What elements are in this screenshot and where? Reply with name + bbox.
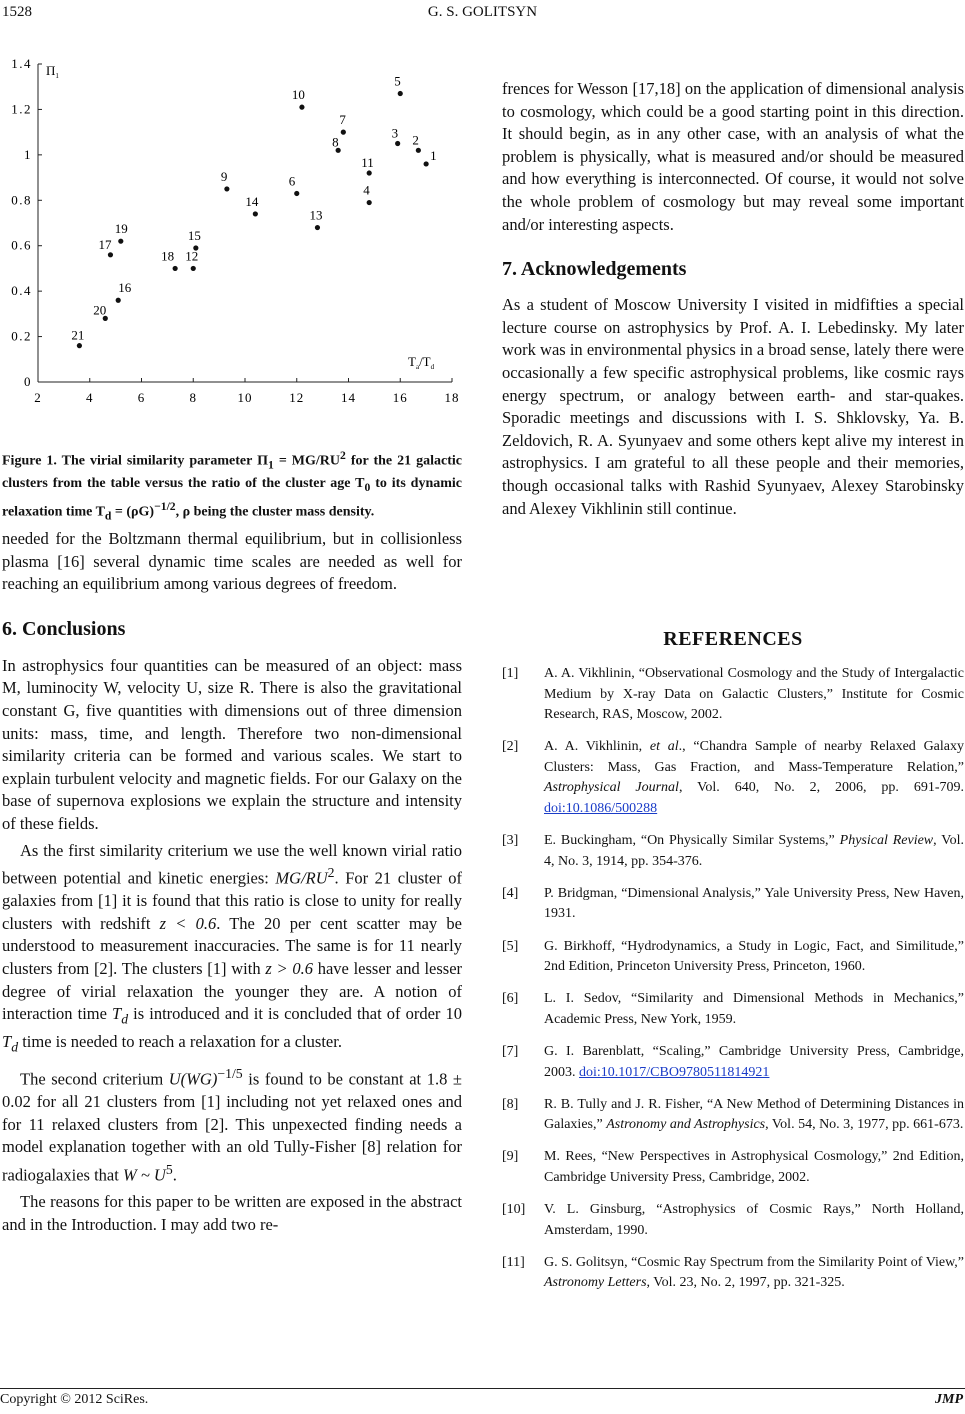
x-tick-label: 16 bbox=[392, 390, 408, 405]
data-point bbox=[367, 200, 372, 205]
point-label: 8 bbox=[332, 134, 339, 150]
reference-item: [8] R. B. Tully and J. R. Fisher, “A New Method of Determining Distances in Galaxies,” Astronomy and Astrophysics, Vol. 54, No. 3, 1977, pp. 661-673. bbox=[502, 1096, 964, 1133]
point-label: 14 bbox=[245, 193, 259, 209]
figure-caption: Figure 1. The virial similarity parameter $\Pi_1 = MG/RU^2$ for the 21 galactic clusters from the table versus the ratio of the cluster age $T_0$ to its dynamic relaxation time $T_d = (\rho G)^{-1/2}$, ρ being the cluster mass density. bbox=[2, 449, 462, 523]
point-label: 16 bbox=[118, 280, 132, 296]
reference-item: [3] E. Buckingham, “On Physically Similar Systems,” Physical Review, Vol. 4, No. 3, 1914, pp. 354-376. bbox=[502, 833, 964, 869]
running-author: G. S. GOLITSYN bbox=[427, 4, 538, 20]
y-axis-label: $\Pi_1$ bbox=[46, 63, 59, 80]
x-tick-label: 4 bbox=[86, 390, 94, 405]
y-tick-label: 1.2 bbox=[11, 101, 32, 117]
point-label: 21 bbox=[71, 327, 85, 343]
data-point bbox=[116, 298, 121, 303]
point-label: 12 bbox=[185, 248, 199, 264]
reference-number: [3] bbox=[502, 833, 519, 849]
data-point bbox=[341, 130, 346, 135]
x-tick-label: 12 bbox=[289, 390, 305, 405]
reference-item: [1] A. A. Vikhlinin, “Observational Cosmology and the Study of Intergalactic Medium by X-ray Data on Galactic Clusters,” Institute for Cosmic Research, RAS, Moscow, 2002. bbox=[502, 666, 964, 723]
doi-link[interactable]: doi:10.1017/CBO9780511814921 bbox=[579, 1064, 770, 1080]
left-intro-paragraph: needed for the Boltzmann thermal equilibrium, but in collisionless plasma [16] several dynamic time scales are needed as well for reaching an equilibrium among various degrees of freedom. bbox=[2, 529, 462, 594]
point-label: 18 bbox=[161, 248, 175, 264]
reference-number: [9] bbox=[502, 1149, 519, 1165]
reference-number: [7] bbox=[502, 1043, 519, 1059]
data-point bbox=[294, 191, 299, 196]
data-point bbox=[191, 266, 196, 271]
y-tick-label: 0.6 bbox=[11, 237, 32, 253]
x-tick-label: 2 bbox=[34, 390, 42, 405]
data-point bbox=[173, 266, 178, 271]
conclusions-paragraph-2: As the first similarity criterium we use the well known virial ratio between potential and kinetic energies: $MG/RU^2$. For 21 cluster of galaxies from [1] it is found that this ratio is close to unity for really clusters with redshift z < 0.6. The 20 per cent scatter may be understood to measurement inaccuracies. The same is for 11 nearly clusters from [2]. The clusters [1] with z > 0.6 have lesser and lesser degree of virial relaxation the younger they are. A notion of interaction time $T_d$ is introduced and it is concluded that of order 10 $T_d$ time is needed to reach a relaxation for a cluster. bbox=[2, 840, 463, 1055]
data-point bbox=[315, 225, 320, 230]
footer-rule bbox=[0, 1388, 965, 1389]
right-intro-paragraph: frences for Wesson [17,18] on the application of dimensional analysis to cosmology, which could be a good starting point in this direction. It should begin, as in any other case, with an analysis of what the problem is physically, what is measured and/or should be measured and how everything is interconnected. Of course, it would not solve the whole problem of cosmology but may reveal some important and/or interesting aspects. bbox=[502, 79, 964, 234]
x-tick-label: 8 bbox=[189, 390, 197, 405]
y-tick-label: 1.4 bbox=[11, 56, 32, 71]
point-label: 7 bbox=[339, 112, 346, 128]
point-label: 11 bbox=[361, 155, 374, 171]
point-label: 9 bbox=[220, 168, 228, 184]
reference-item: [10] V. L. Ginsburg, “Astrophysics of Cosmic Rays,” North Holland, Amsterdam, 1990. bbox=[502, 1201, 964, 1238]
y-tick-label: 1 bbox=[24, 146, 32, 162]
conclusions-paragraph-3: The second criterium U(WG)$^{-1/5}$ is found to be constant at 1.8 ± 0.02 for all 21 clusters from [1] including not yet relaxed ones and for 11 relaxed clusters from [2]. This unpexected finding needs a model explanation together with an old Tully-Fisher [8] relation for radiogalaxies that W ~ $U^5$. bbox=[2, 1065, 462, 1185]
point-label: 19 bbox=[114, 221, 128, 237]
data-point bbox=[424, 161, 429, 166]
data-point bbox=[299, 105, 304, 110]
point-label: 6 bbox=[288, 173, 296, 189]
reference-item: [5] G. Birkhoff, “Hydrodynamics, a Study in Logic, Fact, and Similitude,” 2nd Edition, Princeton University Press, Princeton, 1960. bbox=[502, 938, 964, 975]
point-label: 1 bbox=[430, 147, 437, 163]
reference-item: [6] L. I. Sedov, “Similarity and Dimensional Methods in Mechanics,” Academic Press, New York, 1959. bbox=[502, 991, 964, 1027]
reference-item: [2] A. A. Vikhlinin, et al., “Chandra Sample of nearby Relaxed Galaxy Clusters: Mass, Gas Fraction, and Mass-Temperature Relation,” Astrophysical Journal, Vol. 640, No. 2, 2006, pp. 691-709. doi:10.1086/500288 bbox=[502, 739, 964, 817]
point-label: 17 bbox=[98, 236, 112, 252]
reference-number: [5] bbox=[502, 938, 519, 954]
data-point bbox=[395, 141, 400, 146]
reference-number: [2] bbox=[502, 739, 519, 755]
y-tick-label: 0.4 bbox=[11, 283, 32, 299]
acknowledgements-paragraph: As a student of Moscow University I visited in midfifties a special lecture course on astrophysics by Prof. A. I. Lebedinsky. My later work was in environmental physics in a broad sense, lately there were occasionally a few specific astrophysical problems, like cosmic rays energy spectrum, or analogy between earth- and star-quakes. Sporadic meetings and discussions with I. S. Shklovsky, Ya. B. Zeldovich, R. A. Syunyaev and some others kept alive my interest in astrophysics. I am grateful to all these people and their memories, though occasional talks with Rashid Syunyaev, Alexey Starobinsky and Alexey Vikhlinin still continue. bbox=[502, 295, 964, 518]
reference-number: [11] bbox=[502, 1254, 525, 1270]
reference-number: [10] bbox=[502, 1201, 526, 1217]
x-tick-label: 6 bbox=[137, 390, 146, 405]
conclusions-heading: 6. Conclusions bbox=[2, 617, 126, 640]
data-point bbox=[398, 91, 403, 96]
point-label: 3 bbox=[391, 125, 399, 141]
conclusions-paragraph-1: In astrophysics four quantities can be measured of an object: mass M, luminocity W, velocity U, size R. There is also the gravitational constant G, five quantities with dimensions out of three dimension units: mass, time, and length. Therefore two non-dimensional similarity criteria can be formed and various scales. We start to explain turbulent velocity and magnetic fields. For our Galaxy on the base of supernova explosions we explain the structure and intensity of these fields. bbox=[2, 655, 462, 833]
point-label: 2 bbox=[412, 132, 419, 148]
page-number: 1528 bbox=[2, 4, 32, 20]
point-label: 15 bbox=[187, 227, 201, 243]
data-point bbox=[416, 148, 421, 153]
x-tick-label: 10 bbox=[237, 390, 253, 405]
x-axis-label: $T_a/T_d$ bbox=[408, 354, 435, 371]
point-label: 4 bbox=[363, 182, 370, 198]
data-point bbox=[108, 252, 113, 257]
copyright-text: Copyright © 2012 SciRes. bbox=[0, 1392, 149, 1407]
journal-abbrev: JMP bbox=[935, 1392, 963, 1407]
y-tick-label: 0.8 bbox=[11, 192, 32, 208]
reference-list bbox=[502, 664, 964, 1305]
reference-number: [8] bbox=[502, 1096, 519, 1112]
reference-number: [1] bbox=[502, 666, 519, 681]
point-label: 10 bbox=[291, 87, 305, 103]
data-point bbox=[253, 211, 258, 216]
page-header bbox=[0, 4, 965, 24]
data-point bbox=[224, 186, 229, 191]
scatter-chart bbox=[0, 50, 465, 410]
point-label: 5 bbox=[394, 73, 401, 89]
reference-item: [9] M. Rees, “New Perspectives in Astrophysical Cosmology,” 2nd Edition, Cambridge University Press, Cambridge, 2002. bbox=[502, 1149, 964, 1185]
acknowledgements-heading: 7. Acknowledgements bbox=[502, 258, 687, 281]
point-label: 13 bbox=[309, 207, 323, 223]
y-tick-label: 0 bbox=[24, 374, 32, 389]
reference-item: [11] G. S. Golitsyn, “Cosmic Ray Spectrum from the Similarity Point of View,” Astronomy Letters, Vol. 23, No. 2, 1997, pp. 321-325. bbox=[502, 1254, 964, 1291]
reference-number: [6] bbox=[502, 991, 519, 1007]
reference-number: [4] bbox=[502, 885, 519, 901]
x-tick-label: 14 bbox=[341, 390, 356, 405]
data-point bbox=[118, 239, 123, 244]
x-tick-label: 18 bbox=[444, 390, 460, 405]
reference-item: [7] G. I. Barenblatt, “Scaling,” Cambridge University Press, Cambridge, 2003. doi:10.1017/CBO9780511814921 bbox=[502, 1043, 964, 1080]
references-heading: REFERENCES bbox=[663, 628, 803, 650]
y-tick-label: 0.2 bbox=[11, 328, 32, 344]
doi-link[interactable]: doi:10.1086/500288 bbox=[544, 801, 658, 817]
data-point bbox=[77, 343, 82, 348]
reference-item: [4] P. Bridgman, “Dimensional Analysis,” Yale University Press, New Haven, 1931. bbox=[502, 885, 964, 922]
point-label: 20 bbox=[93, 302, 107, 318]
data-point bbox=[367, 170, 372, 175]
conclusions-paragraph-4: The reasons for this paper to be written are exposed in the abstract and in the Introduction. I may add two re- bbox=[2, 1191, 462, 1234]
